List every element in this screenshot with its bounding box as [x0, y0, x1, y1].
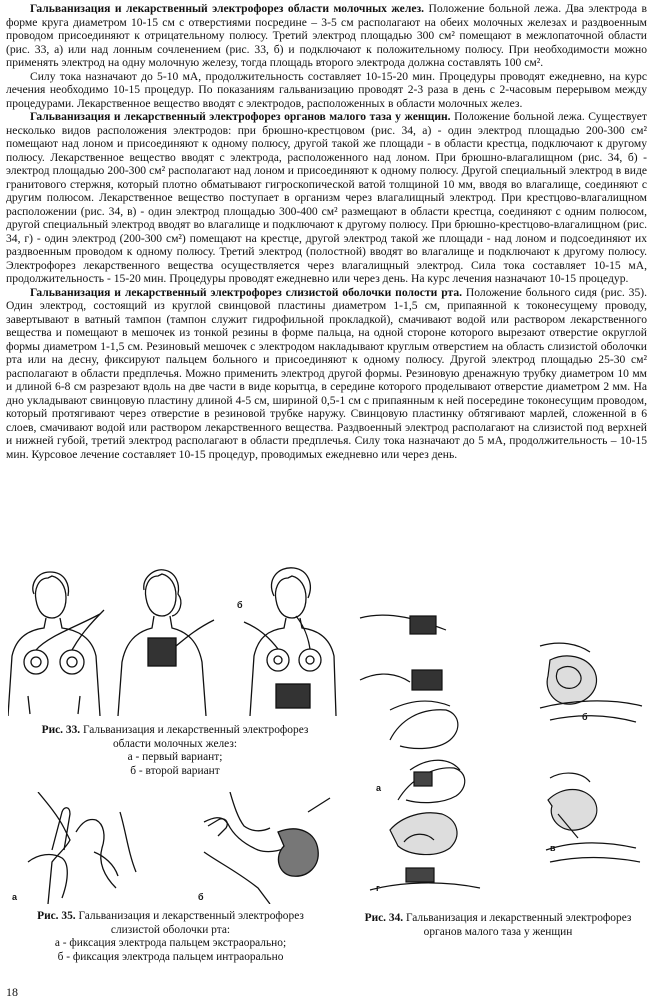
figure-35-caption — [8, 910, 333, 964]
figure-33-illustration — [8, 566, 338, 716]
paragraph-title: Гальванизация и лекарственный электрофорез области молочных желез. — [30, 2, 425, 15]
figure-33-label-b: б — [237, 600, 243, 610]
paragraph-breast — [6, 2, 647, 70]
figure-34-label-a: а — [376, 783, 382, 793]
caption-line: б - второй вариант — [130, 764, 220, 777]
figure-33-caption — [10, 724, 340, 778]
paragraph-body: Положение больной лежа. Два электрода в форме круга диаметром 10-15 см с отверстиями посредине – 3-5 см располагают на обеих молочных железах и раздвоенным проводом присоединяют к отрицательному полюсу. Третий электрод площадью 300 см² помещают в межлопаточной области (рис. 33, а) или над лонным сочленением (рис. 33, б) и подключают к положительному полюсу. При необходимости можно применять электрод на одну молочную железу, тогда площадь второго электрода должна составлять 100 см². — [6, 2, 648, 69]
figure-34-drawing — [350, 590, 650, 898]
caption-line: а - фиксация электрода пальцем экстраорально; — [54, 937, 287, 949]
figure-35-drawing — [8, 792, 333, 904]
caption-title: Рис. 35. — [37, 910, 76, 922]
figure-34-label-b: б — [582, 712, 588, 722]
body-text — [6, 2, 647, 461]
paragraph-body: Силу тока назначают до 5-10 мА, продолжительность составляет 10-15-20 мин. Процедуры проводят ежедневно, на курс лечения необходимо 10-15 процедур. По показаниям гальванизацию проводят 2-3 раза в день с 2-часовым перерывом между процедурами. Лекарственное вещество вводят с электродов, расположенных в области молочных желез. — [6, 69, 647, 110]
paragraph-mouth — [6, 286, 647, 462]
paragraph-title: Гальванизация и лекарственный электрофорез слизистой оболочки полости рта. — [30, 285, 463, 299]
caption-title: Рис. 33. — [41, 724, 81, 736]
caption-line: Гальванизация и лекарственный электрофорез — [75, 910, 304, 922]
figure-33-drawing — [8, 566, 338, 716]
figure-34-caption — [348, 912, 648, 939]
caption-line: области молочных желез: — [112, 737, 238, 750]
figure-34-illustration — [350, 590, 650, 898]
caption-line: б - фиксация электрода пальцем интраорально — [57, 950, 284, 963]
figure-34-label-g: г — [376, 883, 380, 893]
figure-35-label-a: а — [12, 892, 18, 902]
page-number: 18 — [6, 985, 18, 999]
figure-34-label-v: в — [550, 843, 556, 853]
caption-line: Гальванизация и лекарственный электрофорез — [80, 724, 309, 736]
paragraph-body: Положение больного сидя (рис. 35). Один электрод, состоящий из круглой свинцовой пластины диаметром 1-1,5 см, припаянной к токонесущему проводу, завертывают в ватный тампон (тампон служит гидрофильной прокладкой), смачивают водой или раствором лекарственного вещества и помещают в мешочек из тонкой резины в форме пальца, на одной стороне которого вырезают отверстие округлой формы диаметром 1-1,5 см. Резиновый мешочек с электродом накладывают круглым отверстием на область слизистой оболочки рта или на десну, фиксируют пальцем больного и присоединяют к одному полюсу. Другой электрод площадью 25-30 см² располагают в области предплечья. Можно применить электрод другой формы. Резиновую дренажную трубку диаметром 10 мм и длиной 6-8 см разрезают вдоль на две части в виде корытца, в середине которого проделывают отверстие диаметром 2 мм. На дно укладывают свинцовую пластину длиной 4-5 см, шириной 0,5-1 см с припаянным к ней посередине токонесущим проводом, который протягивают через отверстие в резиновой трубке наружу. Свинцовую пластинку обтягивают марлей, сложенной в 6 слоев, смачивают водой или раствором лекарственного вещества. Раздвоенный электрод располагают на слизистой под верхней и нижней губой, третий электрод располагают в области предплечья. Силу тока назначают до 5 мА, продолжительность – 10-15 мин. Курсовое лечение составляет 10-15 процедур, проводимых ежедневно или через день. — [6, 285, 647, 461]
caption-line: органов малого таза у женщин — [423, 925, 573, 938]
figure-35-illustration — [8, 792, 333, 904]
paragraph-title: Гальванизация и лекарственный электрофорез органов малого таза у женщин. — [30, 110, 451, 123]
paragraph-pelvis — [6, 110, 647, 286]
paragraph-body: Положение больной лежа. Существует несколько видов расположения электродов: при брюшно-крестцовом (рис. 34, а) - один электрод площадью 200-300 см² помещают над лоном и присоединяют к одному полюсу, другой такой же площади - в области крестца, подключают к другому полюсу. Лекарственное вещество вводят с электрода, расположенного над лоном. При брюшно-влагалищном (рис. 34, б) - электрод площадью 200-300 см² располагают над лоном и присоединяют к одному полюсу. Другой специальный электрод в виде гранитового стержня, который плотно обматывают гигроскопической ватой толщиной 10 мм, вводя во влагалище, соединяют с другим полюсом. Лекарственное вещество поступает в организм через влагалищный электрод. При крестцово-влагалищном расположении (рис. 34, в) - один электрод площадью 300-400 см² размещают в области крестца, соединяют с одним полюсом, другой специальный электрод вводят во влагалище и подключают к другому полюсу. При брюшно-крестцово-влагалищном (рис. 34, г) - один электрод (200-300 см²) помещают на крестце, другой электрод такой же площади - над лоном и подсоединяют их раздвоенным проводом к одному полюсу. Третий электрод (полостной) вводят во влагалище и подключают к другому полюсу. Электрофорез лекарственного вещества осуществляется через влагалищный электрод. Сила тока составляет 10-15 мА, продолжительность - 15-20 мин. Процедуры проводят ежедневно или через день. На курс лечения назначают 10-15 процедур. — [6, 110, 647, 285]
figure-35-label-b: б — [198, 892, 204, 902]
caption-line: слизистой оболочки рта: — [110, 923, 231, 936]
caption-line: а - первый вариант; — [127, 751, 223, 763]
paragraph-current — [6, 70, 647, 111]
caption-line: Гальванизация и лекарственный электрофорез — [403, 912, 632, 924]
caption-title: Рис. 34. — [364, 912, 404, 924]
